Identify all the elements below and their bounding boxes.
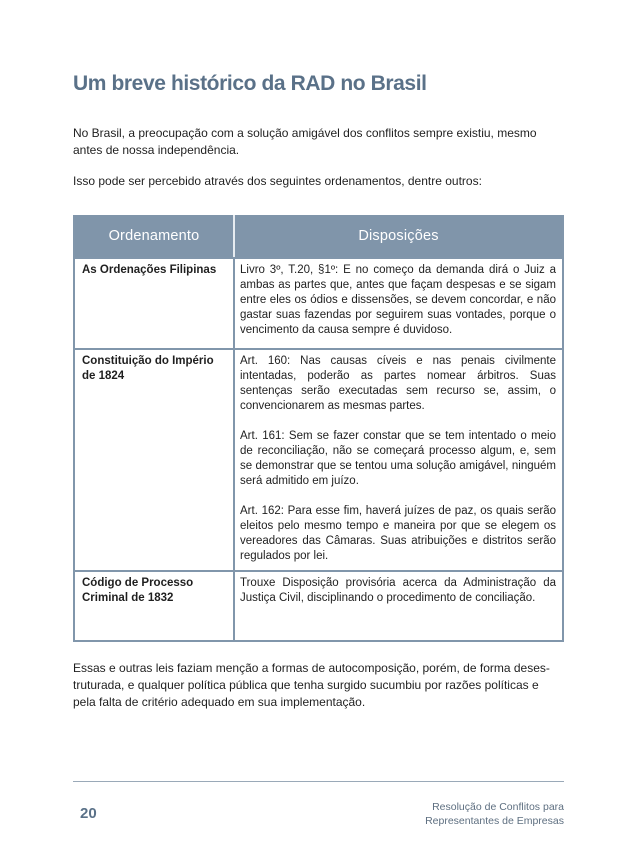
disposicao-art-161: Art. 161: Sem se fazer constar que se tem intentado o meio de reconciliação, não se começará processo algum, e, sem se demonstrar que se tentou uma solução amigável, ninguém será admitido em juízo. <box>240 430 556 487</box>
header-ordenamento: Ordenamento <box>75 215 235 257</box>
intro-lead-in: Isso pode ser percebido através dos seguintes ordenamentos, dentre outros: <box>73 174 482 188</box>
row-label-codigo: Código de Processo Criminal de 1832 <box>75 570 235 640</box>
row-label-ordenacoes: As Ordenações Filipinas <box>75 257 235 348</box>
footer-publication-title <box>425 800 564 828</box>
intro-paragraph: No Brasil, a preocupação com a solução amigável dos conflitos sempre existiu, mesmo antes de nossa independência. <box>73 126 537 157</box>
disposicao-text: Trouxe Disposição provisória acerca da Administração da Justiça Civil, disciplinando o procedimento de conciliação. <box>240 577 556 604</box>
ordenamentos-table <box>73 215 564 642</box>
table-row <box>75 257 562 348</box>
disposicao-text: Livro 3º, T.20, §1º: E no começo da demanda dirá o Juiz a ambas as partes que, antes que façam despesas e se sigam entre eles os ódios e dissensões, se devem concordar, e não gastar suas fazendas por seguirem suas vontades, porque o vencimento da causa sempre é duvidoso. <box>240 264 556 336</box>
row-text-codigo <box>235 570 562 640</box>
footer-divider <box>73 781 564 782</box>
table-header-row <box>75 215 562 257</box>
closing-paragraph: Essas e outras leis faziam menção a formas de autocomposição, porém, de forma deses-truturada, e qualquer política pública que tenha surgido sucumbiu por razões políticas e pela falta de critério adequado em sua implementação. <box>73 661 550 709</box>
table-row <box>75 348 562 570</box>
header-disposicoes: Disposições <box>235 215 562 257</box>
footer-title-line-1: Resolução de Conflitos para <box>432 801 564 813</box>
page-number: 20 <box>80 805 97 822</box>
row-text-ordenacoes <box>235 257 562 348</box>
row-label-constituicao: Constituição do Império de 1824 <box>75 348 235 570</box>
footer-title-line-2: Representantes de Empresas <box>425 815 564 827</box>
row-text-constituicao <box>235 348 562 570</box>
page-title: Um breve histórico da RAD no Brasil <box>73 72 427 95</box>
disposicao-art-160: Art. 160: Nas causas cíveis e nas penais civilmente intentadas, poderão as partes nomear árbitros. Suas sentenças serão executadas sem recurso se, assim, o convencionarem as mesmas partes. <box>240 355 556 412</box>
table-row <box>75 570 562 640</box>
disposicao-art-162: Art. 162: Para esse fim, haverá juízes de paz, os quais serão eleitos pelo mesmo tempo e maneira por que se elegem os vereadores das Câmaras. Suas atribuições e distritos serão regulados por lei. <box>240 505 556 562</box>
